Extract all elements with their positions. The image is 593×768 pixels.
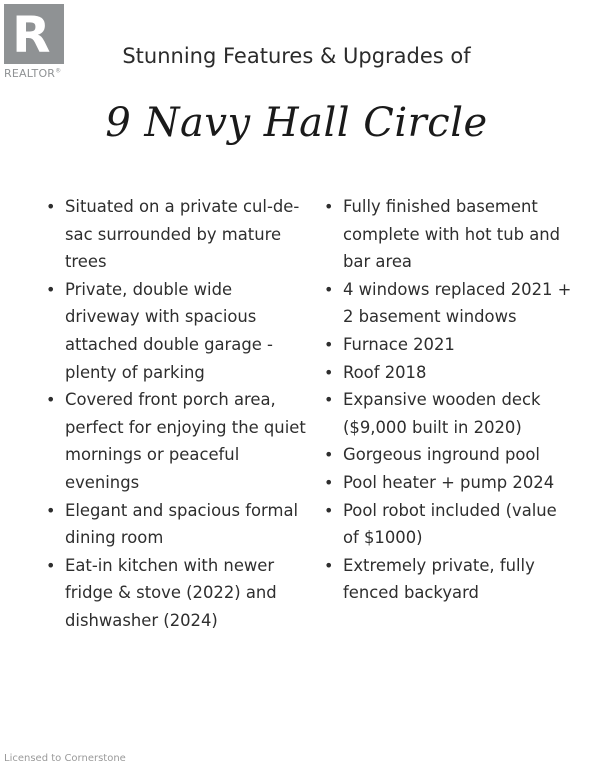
list-item: • Expansive wooden deck ($9,000 built in 2020) <box>322 386 572 441</box>
list-item: • 4 windows replaced 2021 + 2 basement windows <box>322 276 572 331</box>
list-item: • Gorgeous inground pool <box>322 441 572 469</box>
realtor-r-icon: R <box>4 4 64 64</box>
bullet-icon: • <box>324 390 334 410</box>
page-title: 9 Navy Hall Circle <box>105 100 488 146</box>
feature-list-right <box>322 193 572 635</box>
bullet-icon: • <box>46 500 56 520</box>
page-subtitle: Stunning Features & Upgrades of <box>122 44 471 68</box>
list-item: • Pool robot included (value of $1000) <box>322 497 572 552</box>
bullet-icon: • <box>324 362 334 382</box>
license-text: Licensed to Cornerstone <box>4 753 126 764</box>
list-item: • Situated on a private cul-de-sac surrounded by mature trees <box>44 193 306 276</box>
list-item: • Private, double wide driveway with spacious attached double garage - plenty of parking <box>44 276 306 386</box>
feature-columns <box>44 193 574 635</box>
bullet-icon: • <box>324 500 334 520</box>
list-item: • Elegant and spacious formal dining room <box>44 497 306 552</box>
list-item: • Eat-in kitchen with newer fridge & stove (2022) and dishwasher (2024) <box>44 552 306 635</box>
bullet-icon: • <box>46 390 56 410</box>
list-item: • Extremely private, fully fenced backyard <box>322 552 572 607</box>
bullet-icon: • <box>324 197 334 216</box>
bullet-icon: • <box>46 555 56 575</box>
bullet-icon: • <box>324 472 334 492</box>
bullet-icon: • <box>324 555 334 575</box>
feature-list-left <box>44 193 306 635</box>
bullet-icon: • <box>46 279 56 299</box>
list-item: • Fully finished basement complete with hot tub and bar area <box>322 193 572 276</box>
bullet-icon: • <box>46 197 56 216</box>
bullet-icon: • <box>324 334 334 354</box>
bullet-icon: • <box>324 445 334 465</box>
list-item: • Roof 2018 <box>322 359 572 387</box>
realtor-wordmark: REALTOR® <box>4 67 62 80</box>
list-item: • Pool heater + pump 2024 <box>322 469 572 497</box>
list-item: • Covered front porch area, perfect for enjoying the quiet mornings or peaceful evenings <box>44 386 306 496</box>
bullet-icon: • <box>324 279 334 299</box>
list-item: • Furnace 2021 <box>322 331 572 359</box>
